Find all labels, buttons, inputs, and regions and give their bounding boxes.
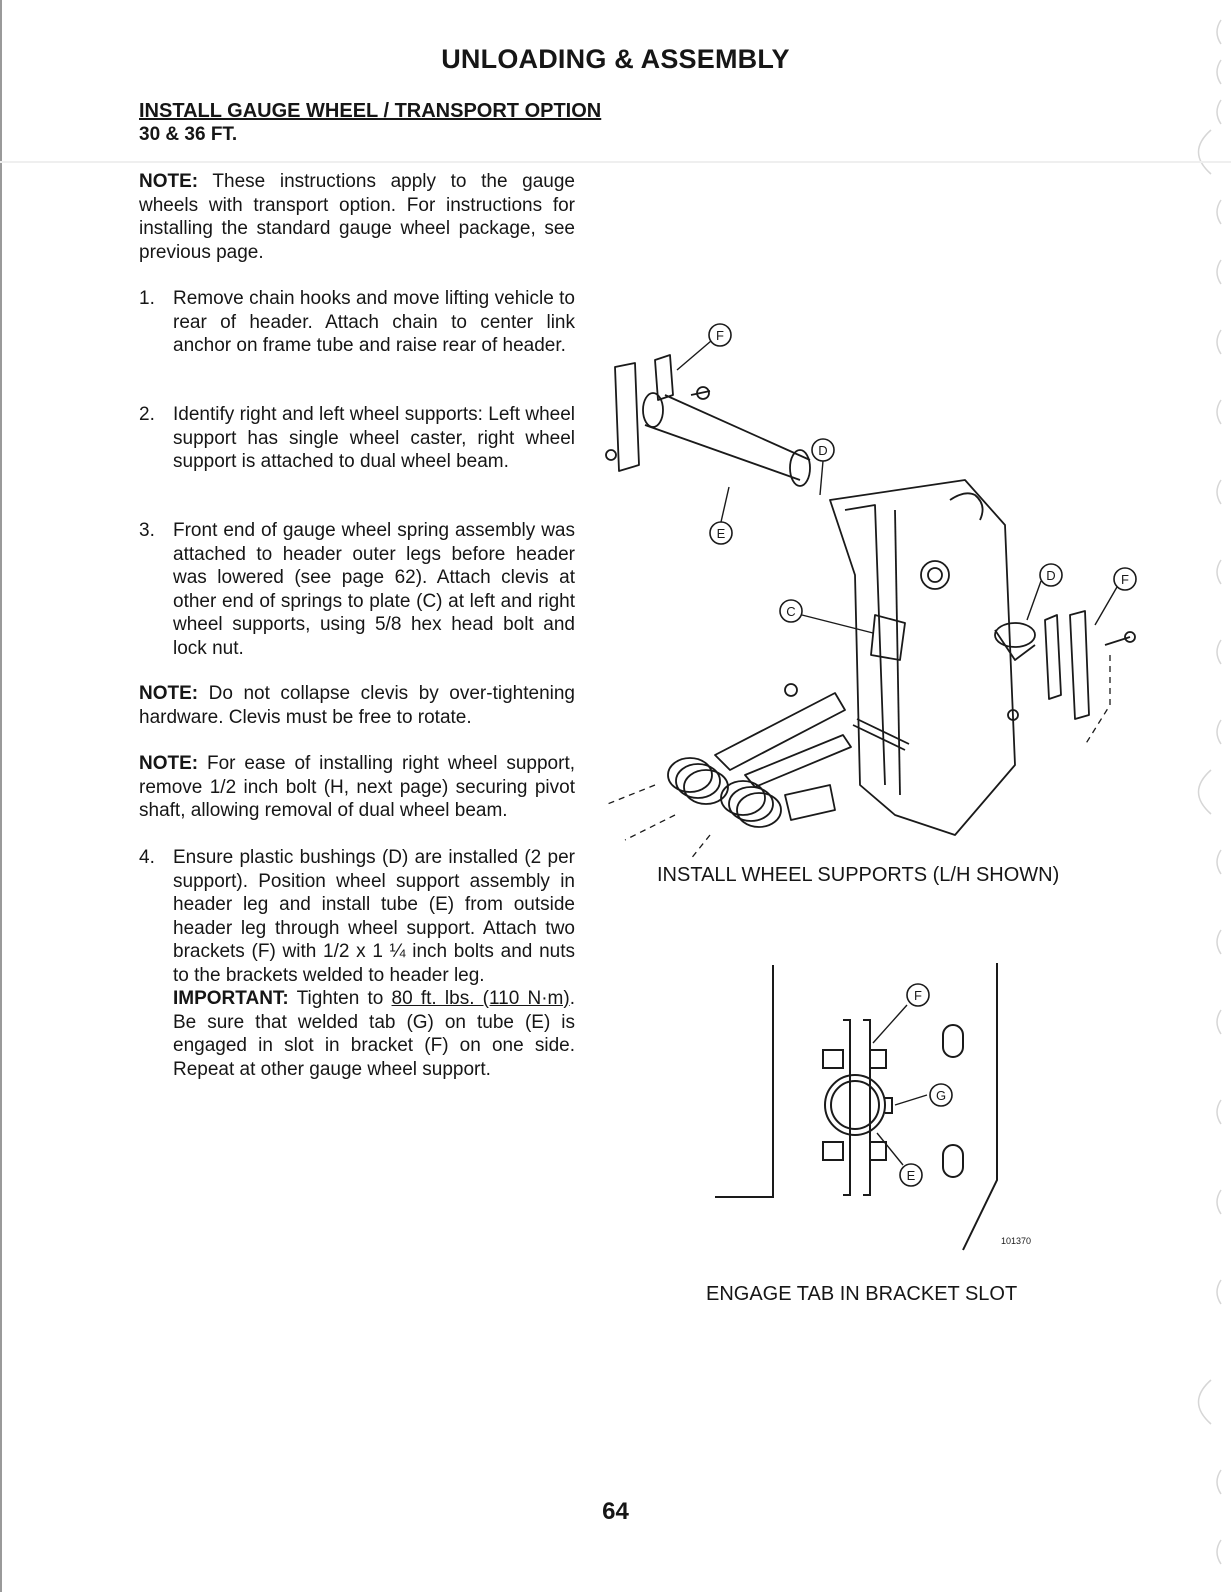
step-number: 3. xyxy=(139,520,155,541)
note-text: Do not collapse clevis by over-tightening hardware. Clevis must be free to rotate. xyxy=(139,683,575,728)
step-number: 4. xyxy=(139,847,155,868)
section-title: INSTALL GAUGE WHEEL / TRANSPORT OPTION xyxy=(139,100,602,122)
callout-e-label: E xyxy=(906,1168,916,1183)
note-2 xyxy=(139,682,575,729)
callout-c-label: C xyxy=(786,604,796,619)
step-text: Identify right and left wheel supports: Left wheel support has single wheel caster, right wheel support is attached to dual wheel beam. xyxy=(173,404,575,472)
callout-d-label: D xyxy=(818,443,828,458)
figure1-caption: INSTALL WHEEL SUPPORTS (L/H SHOWN) xyxy=(657,864,1060,886)
step-4 xyxy=(139,846,575,1081)
important-note: IMPORTANT: Tighten to 80 ft. lbs. (110 N·m). Be sure that welded tab (G) on tube (E) is engaged in slot in bracket (F) on one side. Repeat at other gauge wheel support. xyxy=(173,988,575,1080)
note-text: These instructions apply to the gauge wheels with transport option. For instructions for installing the standard gauge wheel package, see previous page. xyxy=(139,171,575,263)
step-3 xyxy=(139,519,575,660)
figure-id: 101370 xyxy=(1001,1236,1032,1246)
callout-f-label: F xyxy=(914,988,922,1003)
step-1 xyxy=(139,287,575,358)
step-number: 1. xyxy=(139,288,155,309)
step-number: 2. xyxy=(139,404,155,425)
step-text: Remove chain hooks and move lifting vehicle to rear of header. Attach chain to center link anchor on frame tube and raise rear of header. xyxy=(173,288,575,356)
page-title: UNLOADING & ASSEMBLY xyxy=(441,44,790,74)
step-2 xyxy=(139,403,575,474)
step-text: Ensure plastic bushings (D) are installed (2 per support). Position wheel support assembly in header leg and install tube (E) from outside header leg through wheel support. Attach two brackets (F) with 1/2 x 1 ¼ inch bolts and nuts to the brackets welded to header leg. xyxy=(173,847,575,986)
important-label: IMPORTANT: xyxy=(173,988,289,1009)
step-text: Front end of gauge wheel spring assembly was attached to header outer legs before header was lowered (see page 62). Attach clevis at other end of springs to plate (C) at left and right wheel supports, using 5/8 hex head bolt and lock nut. xyxy=(173,520,575,659)
callout-d-label: D xyxy=(1046,568,1056,583)
binding-holes xyxy=(1181,0,1231,1592)
note-1 xyxy=(139,170,575,264)
note-3 xyxy=(139,752,575,823)
note-text: For ease of installing right wheel support, remove 1/2 inch bolt (H, next page) securing pivot shaft, allowing removal of dual wheel beam. xyxy=(139,753,575,821)
torque-value: 80 ft. lbs. (110 N·m) xyxy=(391,988,570,1009)
bracket-slot-diagram xyxy=(705,955,1045,1255)
note-label: NOTE: xyxy=(139,683,199,704)
section-subtitle: 30 & 36 FT. xyxy=(139,124,238,145)
callout-e-label: E xyxy=(716,526,726,541)
note-label: NOTE: xyxy=(139,753,199,774)
note-label: NOTE: xyxy=(139,171,199,192)
wheel-support-diagram xyxy=(595,315,1155,865)
callout-f-label: F xyxy=(1121,572,1129,587)
scan-line xyxy=(0,161,1231,163)
page-number: 64 xyxy=(602,1498,629,1525)
callout-f-label: F xyxy=(716,328,724,343)
figure2-caption: ENGAGE TAB IN BRACKET SLOT xyxy=(706,1283,1018,1305)
scan-edge xyxy=(0,0,2,1592)
callout-g-label: G xyxy=(935,1088,947,1103)
